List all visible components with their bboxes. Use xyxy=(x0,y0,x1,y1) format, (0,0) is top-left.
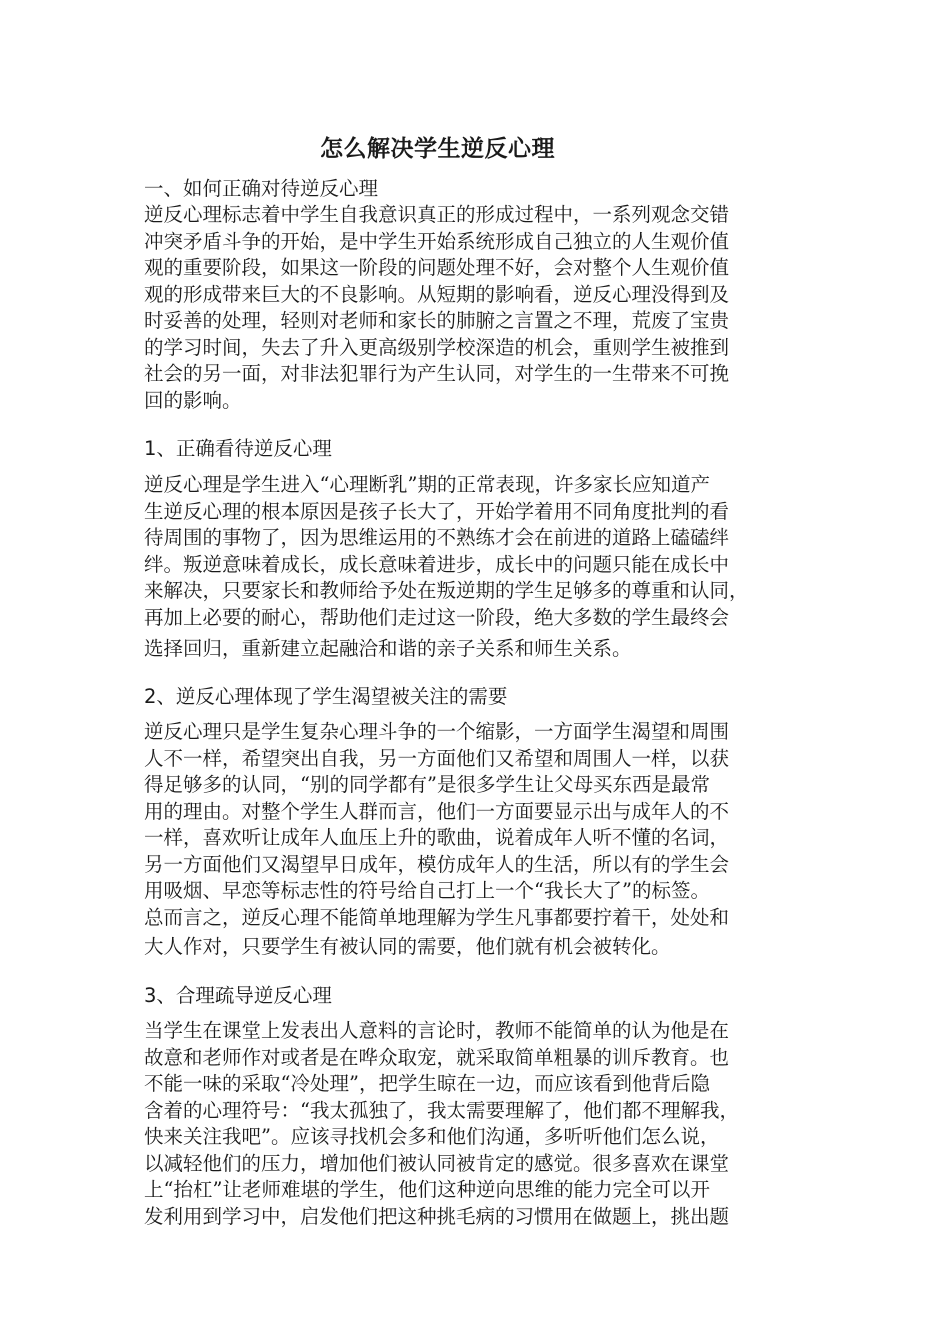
section-heading-3: 3、合理疏导逆反心理 xyxy=(144,984,332,1007)
section-2-paragraph xyxy=(144,719,824,931)
section-1-last-line: 选择回归，重新建立起融洽和谐的亲子关系和师生关系。 xyxy=(144,637,632,660)
section-one-paragraph xyxy=(144,202,824,388)
paragraph-line: 上“抬杠”让老师难堪的学生，他们这种逆向思维的能力完全可以开 xyxy=(144,1178,710,1201)
section-heading-1: 1、正确看待逆反心理 xyxy=(144,437,332,460)
paragraph-line: 另一方面他们又渴望早日成年，模仿成年人的生活，所以有的学生会 xyxy=(144,852,730,876)
paragraph-line: 一样，喜欢听让成年人血压上升的歌曲，说着成年人听不懂的名词， xyxy=(144,826,730,849)
paragraph-line: 用吸烟、早恋等标志性的符号给自己打上一个“我长大了”的标签。 xyxy=(144,879,710,902)
paragraph-line: 发利用到学习中，启发他们把这种挑毛病的习惯用在做题上，挑出题 xyxy=(144,1204,730,1228)
paragraph-line: 快来关注我吧”。应该寻找机会多和他们沟通，多听听他们怎么说， xyxy=(144,1125,720,1148)
paragraph-line: 用的理由。对整个学生人群而言，他们一方面要显示出与成年人的不 xyxy=(144,799,730,823)
paragraph-line: 逆反心理标志着中学生自我意识真正的形成过程中，一系列观念交错 xyxy=(144,203,730,226)
section-1-paragraph xyxy=(144,472,824,631)
paragraph-line: 绊。叛逆意味着成长，成长意味着进步，成长中的问题只能在成长中 xyxy=(144,552,730,576)
paragraph-line: 以减轻他们的压力，增加他们被认同被肯定的感觉。很多喜欢在课堂 xyxy=(144,1151,730,1175)
paragraph-line: 逆反心理是学生进入“心理断乳”期的正常表现，许多家长应知道产 xyxy=(144,473,710,496)
section-2-last-line: 大人作对，只要学生有被认同的需要，他们就有机会被转化。 xyxy=(144,935,671,958)
paragraph-line: 故意和老师作对或者是在哗众取宠，就采取简单粗暴的训斥教育。也 xyxy=(144,1045,730,1069)
paragraph-line: 的学习时间，失去了升入更高级别学校深造的机会，重则学生被推到 xyxy=(144,335,730,359)
paragraph-line: 当学生在课堂上发表出人意料的言论时，教师不能简单的认为他是在 xyxy=(144,1019,730,1042)
paragraph-line: 观的重要阶段，如果这一阶段的问题处理不好，会对整个人生观价值 xyxy=(144,256,730,279)
paragraph-line: 待周围的事物了，因为思维运用的不熟练才会在前进的道路上磕磕绊 xyxy=(144,526,730,549)
paragraph-line: 总而言之，逆反心理不能简单地理解为学生凡事都要拧着干，处处和 xyxy=(144,905,730,929)
section-heading-2: 2、逆反心理体现了学生渴望被关注的需要 xyxy=(144,685,508,708)
paragraph-line: 来解决，只要家长和教师给予处在叛逆期的学生足够多的尊重和认同， xyxy=(144,579,749,602)
paragraph-line: 含着的心理符号：“我太孤独了，我太需要理解了，他们都不理解我， xyxy=(144,1098,739,1122)
paragraph-line: 人不一样，希望突出自我，另一方面他们又希望和周围人一样，以获 xyxy=(144,746,730,770)
paragraph-line: 冲突矛盾斗争的开始，是中学生开始系统形成自己独立的人生观价值 xyxy=(144,229,730,253)
paragraph-line: 再加上必要的耐心，帮助他们走过这一阶段，绝大多数的学生最终会 xyxy=(144,605,730,629)
document-title: 怎么解决学生逆反心理 xyxy=(320,135,555,162)
paragraph-line: 生逆反心理的根本原因是孩子长大了，开始学着用不同角度批判的看 xyxy=(144,499,730,523)
paragraph-line: 逆反心理只是学生复杂心理斗争的一个缩影，一方面学生渴望和周围 xyxy=(144,720,730,743)
section-3-paragraph xyxy=(144,1018,824,1230)
paragraph-line: 时妥善的处理，轻则对老师和家长的肺腑之言置之不理，荒废了宝贵 xyxy=(144,309,730,332)
paragraph-line: 观的形成带来巨大的不良影响。从短期的影响看，逆反心理没得到及 xyxy=(144,282,730,306)
section-heading-one: 一、如何正确对待逆反心理 xyxy=(144,177,379,200)
paragraph-line: 社会的另一面，对非法犯罪行为产生认同，对学生的一生带来不可挽 xyxy=(144,362,730,385)
paragraph-line: 得足够多的认同，“别的同学都有”是很多学生让父母买东西是最常 xyxy=(144,773,710,796)
paragraph-line: 不能一味的采取“冷处理”，把学生晾在一边，而应该看到他背后隐 xyxy=(144,1072,710,1095)
section-one-last-line: 回的影响。 xyxy=(144,389,242,412)
